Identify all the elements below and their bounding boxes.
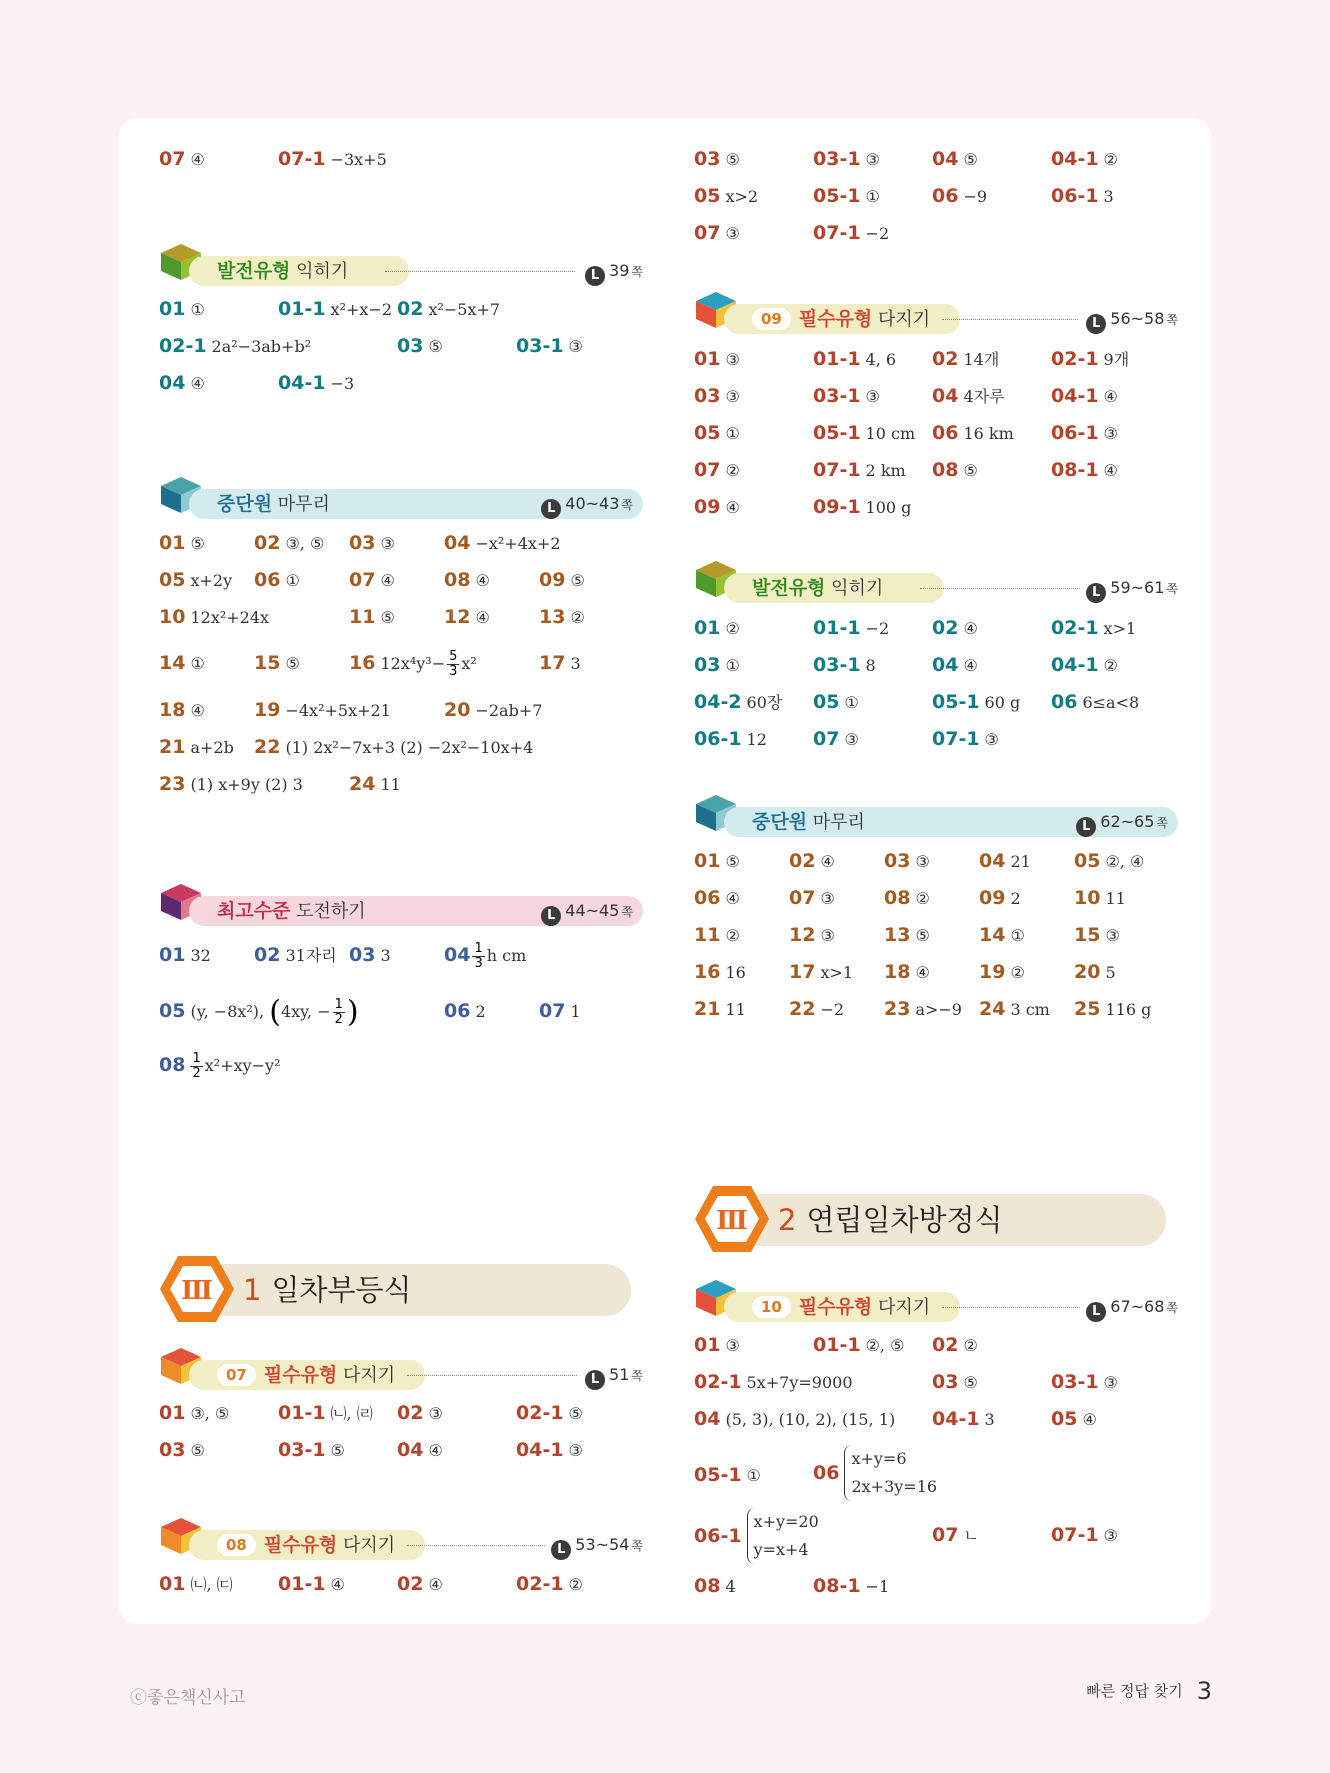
- answer-item: 24 11: [349, 773, 401, 795]
- lesson-l-icon: L: [1076, 817, 1096, 837]
- answer-item: 01-1 x²+x−2: [278, 298, 392, 320]
- answer-item: 05 x+2y: [159, 569, 233, 591]
- answer-item: 02-1 9개: [1051, 348, 1130, 370]
- section-title: 09 필수유형 다지기: [752, 306, 930, 333]
- answer-item: 07-1 ③: [1051, 1524, 1118, 1546]
- answer-item: 08 ⑤: [932, 459, 978, 481]
- answer-item: 19 −4x²+5x+21: [254, 699, 391, 721]
- page-ref: L 56~58 쪽: [1086, 307, 1178, 334]
- page-ref: L 62~65 쪽: [1076, 810, 1168, 837]
- left-column: [159, 118, 643, 1624]
- answer-item: 01 ①: [159, 298, 205, 320]
- answer-item: 03 3: [349, 944, 391, 966]
- section-title: 중단원 마무리: [752, 811, 865, 833]
- answer-item: 03 ⑤: [694, 148, 740, 170]
- answer-item: 05-1 ①: [813, 185, 880, 207]
- answer-item: 03-1 ③: [813, 148, 880, 170]
- leader-dots: [407, 1545, 545, 1546]
- chapter-title: 1 일차부등식: [243, 1273, 412, 1307]
- section-title: 08 필수유형 다지기: [217, 1532, 395, 1559]
- answer-item: 07-1 −3x+5: [278, 148, 387, 170]
- answer-item: 14 ①: [159, 652, 205, 674]
- answer-item: 22 −2: [789, 998, 845, 1020]
- answer-item: 18 ④: [884, 961, 930, 983]
- fraction: $\frac{1}{2}$: [334, 997, 343, 1027]
- answer-item: 12 ④: [444, 606, 490, 628]
- answer-item: 05 ①: [694, 422, 740, 444]
- answer-item: 01 ③: [694, 1334, 740, 1356]
- answer-item: 05 ④: [1051, 1408, 1097, 1430]
- chapter-title: 2 연립일차방정식: [778, 1203, 1003, 1237]
- answer-item: 07 ②: [694, 459, 740, 481]
- answer-item: 07 ③: [813, 728, 859, 750]
- lesson-l-icon: L: [585, 1370, 605, 1390]
- answer-item: 08 4: [694, 1575, 736, 1597]
- answer-item: 02 ④: [789, 850, 835, 872]
- answer-item: 08 ②: [884, 887, 930, 909]
- answer-item: 01-1 4, 6: [813, 348, 897, 370]
- answer-item: 02 ③, ⑤: [254, 532, 325, 554]
- roman-numeral: Ⅲ: [181, 1276, 213, 1306]
- answer-item: 01-1 ②, ⑤: [813, 1334, 905, 1356]
- page-ref: L 44~45 쪽: [541, 899, 633, 926]
- answer-item: 01-1 ㈁, ㈃: [278, 1402, 373, 1424]
- answer-item: 23 a>−9: [884, 998, 962, 1020]
- answer-item: 07 ④: [349, 569, 395, 591]
- answer-item: 21 11: [694, 998, 746, 1020]
- answer-item: 06 ①: [254, 569, 300, 591]
- answer-item: 02 x²−5x+7: [397, 298, 501, 320]
- leader-dots: [407, 1375, 577, 1376]
- section-title: 발전유형 익히기: [217, 260, 349, 282]
- page-ref: L 39 쪽: [585, 259, 643, 286]
- answer-item: 05 x>2: [694, 185, 759, 207]
- answer-item: 05 ②, ④: [1074, 850, 1145, 872]
- section-title: 10 필수유형 다지기: [752, 1294, 930, 1321]
- section-header: [694, 559, 1178, 605]
- answer-item: 07-1 ③: [932, 728, 999, 750]
- equation-system: x+y=6 2x+3y=16: [844, 1445, 937, 1501]
- page-number: 3: [1196, 1677, 1212, 1705]
- answer-item: 06 −9: [932, 185, 988, 207]
- answer-item: 20 −2ab+7: [444, 699, 543, 721]
- answer-item: 04 −x²+4x+2: [444, 532, 561, 554]
- answer-item: 09 ④: [694, 496, 740, 518]
- section-header: [159, 242, 643, 288]
- answer-item: 24 3 cm: [979, 998, 1050, 1020]
- answer-item: 19 ②: [979, 961, 1025, 983]
- answer-item: 17 x>1: [789, 961, 854, 983]
- answer-item: 06-1 3: [1051, 185, 1114, 207]
- answer-item: 04-1 ④: [1051, 385, 1118, 407]
- lesson-l-icon: L: [1086, 583, 1106, 603]
- answer-item: 08-1 −1: [813, 1575, 890, 1597]
- answer-item: 07 ㄴ: [932, 1524, 979, 1546]
- answer-item: 03-1 ⑤: [278, 1439, 345, 1461]
- answer-item: 04-1 −3: [278, 372, 355, 394]
- fraction: $\frac{1}{3}$: [474, 941, 483, 971]
- page-footer: [1086, 1677, 1212, 1705]
- answer-item: 03 ⑤: [159, 1439, 205, 1461]
- answer-item: 06 ④: [694, 887, 740, 909]
- answer-item: 08-1 ④: [1051, 459, 1118, 481]
- answer-item: 17 3: [539, 652, 581, 674]
- answer-item: 02 14개: [932, 348, 1000, 370]
- footer-label: 빠른 정답 찾기: [1086, 1682, 1183, 1700]
- answer-item: 02 ③: [397, 1402, 443, 1424]
- roman-numeral: Ⅲ: [716, 1206, 748, 1236]
- answer-item: 23 (1) x+9y (2) 3: [159, 773, 303, 795]
- answer-item: 04-1 ②: [1051, 148, 1118, 170]
- answer-item: 02-1 x>1: [1051, 617, 1137, 639]
- answer-item: 20 5: [1074, 961, 1116, 983]
- section-header: [159, 1516, 643, 1562]
- answer-item: 05-1 60 g: [932, 691, 1021, 713]
- lesson-l-icon: L: [1086, 1302, 1106, 1322]
- lesson-l-icon: L: [585, 266, 605, 286]
- equation-system: x+y=20 y=x+4: [747, 1508, 819, 1564]
- answer-item: 01 ⑤: [159, 532, 205, 554]
- lesson-l-icon: L: [1086, 314, 1106, 334]
- fraction: $\frac{1}{2}$: [192, 1051, 201, 1081]
- roman-hexagon-icon: [694, 1184, 770, 1254]
- answer-item: 03 ③: [694, 385, 740, 407]
- answer-item: 03-1 ③: [516, 335, 583, 357]
- section-header: [694, 1278, 1178, 1324]
- answer-item: 04 (5, 3), (10, 2), (15, 1): [694, 1408, 896, 1430]
- answer-item: 09 2: [979, 887, 1021, 909]
- section-title: 발전유형 익히기: [752, 577, 884, 599]
- answer-item: 03 ①: [694, 654, 740, 676]
- section-header: [159, 882, 643, 928]
- answer-item: 03 ③: [349, 532, 395, 554]
- answer-item: 03-1 8: [813, 654, 876, 676]
- answer-item: 10 12x²+24x: [159, 606, 270, 628]
- answer-item: 06 2: [444, 1000, 486, 1022]
- answer-item: 18 ④: [159, 699, 205, 721]
- answer-item: 07 1: [539, 1000, 581, 1022]
- answer-item: 02-1 5x+7y=9000: [694, 1371, 853, 1393]
- answer-item: 03 ⑤: [932, 1371, 978, 1393]
- answer-item: 07-1 −2: [813, 222, 890, 244]
- leader-dots: [385, 271, 575, 272]
- answer-item: 04-1 ③: [516, 1439, 583, 1461]
- answer-item: 05 (y, −8x²), (4xy, − $\frac{1}{2}$ ): [159, 994, 359, 1030]
- answer-item: 22 (1) 2x²−7x+3 (2) −2x²−10x+4: [254, 736, 534, 758]
- answer-item: 07-1 2 km: [813, 459, 906, 481]
- answer-item: 10 11: [1074, 887, 1126, 909]
- answer-item: 06 6≤a<8: [1051, 691, 1140, 713]
- answer-item: 06-1 x+y=20 y=x+4: [694, 1508, 819, 1564]
- answer-item: 05-1 10 cm: [813, 422, 916, 444]
- answer-item: 01 32: [159, 944, 211, 966]
- section-title: 07 필수유형 다지기: [217, 1362, 395, 1389]
- answer-item: 02 31자리: [254, 944, 337, 966]
- page-ref: L 67~68 쪽: [1086, 1295, 1178, 1322]
- type-badge: 08: [217, 1534, 256, 1556]
- answer-item: 05 ①: [813, 691, 859, 713]
- answer-item: 03 ③: [884, 850, 930, 872]
- lesson-l-icon: L: [541, 499, 561, 519]
- answer-item: 01 ③, ⑤: [159, 1402, 230, 1424]
- answer-item: 04 4자루: [932, 385, 1005, 407]
- answer-item: 01 ③: [694, 348, 740, 370]
- section-header: [694, 793, 1178, 839]
- section-header: [159, 1346, 643, 1392]
- answer-item: 05-1 ①: [694, 1464, 761, 1486]
- page-ref: L 59~61 쪽: [1086, 576, 1178, 603]
- answer-item: 14 ①: [979, 924, 1025, 946]
- answer-item: 01 ㈁, ㈂: [159, 1573, 233, 1595]
- answer-item: 01-1 −2: [813, 617, 890, 639]
- answer-item: 04 $\frac{1}{3}$ h cm: [444, 941, 527, 971]
- answer-item: 02 ④: [397, 1573, 443, 1595]
- section-header: [159, 475, 643, 521]
- answer-item: 02 ②: [932, 1334, 978, 1356]
- answer-item: 04 ④: [932, 654, 978, 676]
- chapter-header: [694, 1184, 1178, 1254]
- answer-item: 04 ⑤: [932, 148, 978, 170]
- answer-item: 03-1 ③: [813, 385, 880, 407]
- answer-item: 13 ⑤: [884, 924, 930, 946]
- answer-item: 02-1 ⑤: [516, 1402, 583, 1424]
- answer-item: 25 116 g: [1074, 998, 1152, 1020]
- section-title: 중단원 마무리: [217, 493, 330, 515]
- answer-item: 12 ③: [789, 924, 835, 946]
- answer-item: 06 x+y=6 2x+3y=16: [813, 1445, 937, 1501]
- lesson-l-icon: L: [551, 1540, 571, 1560]
- page-ref: L 51 쪽: [585, 1363, 643, 1390]
- lesson-l-icon: L: [541, 906, 561, 926]
- fraction: $\frac{5}{3}$: [449, 649, 458, 679]
- answer-card: [119, 118, 1211, 1624]
- roman-hexagon-icon: [159, 1254, 235, 1324]
- answer-item: 11 ⑤: [349, 606, 395, 628]
- answer-item: 04 ④: [159, 372, 205, 394]
- answer-item: 01 ⑤: [694, 850, 740, 872]
- answer-item: 04-1 3: [932, 1408, 995, 1430]
- page-ref: L 40~43 쪽: [541, 492, 633, 519]
- answer-item: 02 ④: [932, 617, 978, 639]
- answer-item: 07 ③: [694, 222, 740, 244]
- leader-dots: [942, 319, 1078, 320]
- answer-item: 06-1 ③: [1051, 422, 1118, 444]
- answer-item: 02-1 2a²−3ab+b²: [159, 335, 312, 357]
- answer-item: 09-1 100 g: [813, 496, 912, 518]
- answer-item: 11 ②: [694, 924, 740, 946]
- answer-item: 09 ⑤: [539, 569, 585, 591]
- answer-item: 16 12x⁴y³− $\frac{5}{3}$ x²: [349, 649, 477, 679]
- answer-item: 07 ③: [789, 887, 835, 909]
- page-ref: L 53~54 쪽: [551, 1533, 643, 1560]
- leader-dots: [942, 1307, 1080, 1308]
- answer-item: 13 ②: [539, 606, 585, 628]
- answer-item: 03-1 ③: [1051, 1371, 1118, 1393]
- answer-item: 04 ④: [397, 1439, 443, 1461]
- answer-item: 15 ⑤: [254, 652, 300, 674]
- right-column: [694, 118, 1178, 1624]
- answer-item: 04-2 60장: [694, 691, 783, 713]
- answer-item: 04 21: [979, 850, 1031, 872]
- publisher-copyright: ⓒ좋은책신사고: [130, 1688, 246, 1708]
- answer-item: 01 ②: [694, 617, 740, 639]
- answer-item: 08 $\frac{1}{2}$ x²+xy−y²: [159, 1051, 281, 1081]
- leader-dots: [920, 588, 1080, 589]
- answer-item: 16 16: [694, 961, 746, 983]
- answer-item: 04-1 ②: [1051, 654, 1118, 676]
- section-header: [694, 290, 1178, 336]
- answer-item: 07 ④: [159, 148, 205, 170]
- answer-item: 02-1 ②: [516, 1573, 583, 1595]
- answer-item: 03 ⑤: [397, 335, 443, 357]
- chapter-header: [159, 1254, 643, 1324]
- type-badge: 07: [217, 1364, 256, 1386]
- type-badge: 10: [752, 1296, 791, 1318]
- type-badge: 09: [752, 308, 791, 330]
- answer-item: 08 ④: [444, 569, 490, 591]
- answer-item: 15 ③: [1074, 924, 1120, 946]
- answer-item: 06 16 km: [932, 422, 1014, 444]
- answer-item: 21 a+2b: [159, 736, 234, 758]
- answer-item: 06-1 12: [694, 728, 767, 750]
- answer-item: 01-1 ④: [278, 1573, 345, 1595]
- section-title: 최고수준 도전하기: [217, 900, 366, 922]
